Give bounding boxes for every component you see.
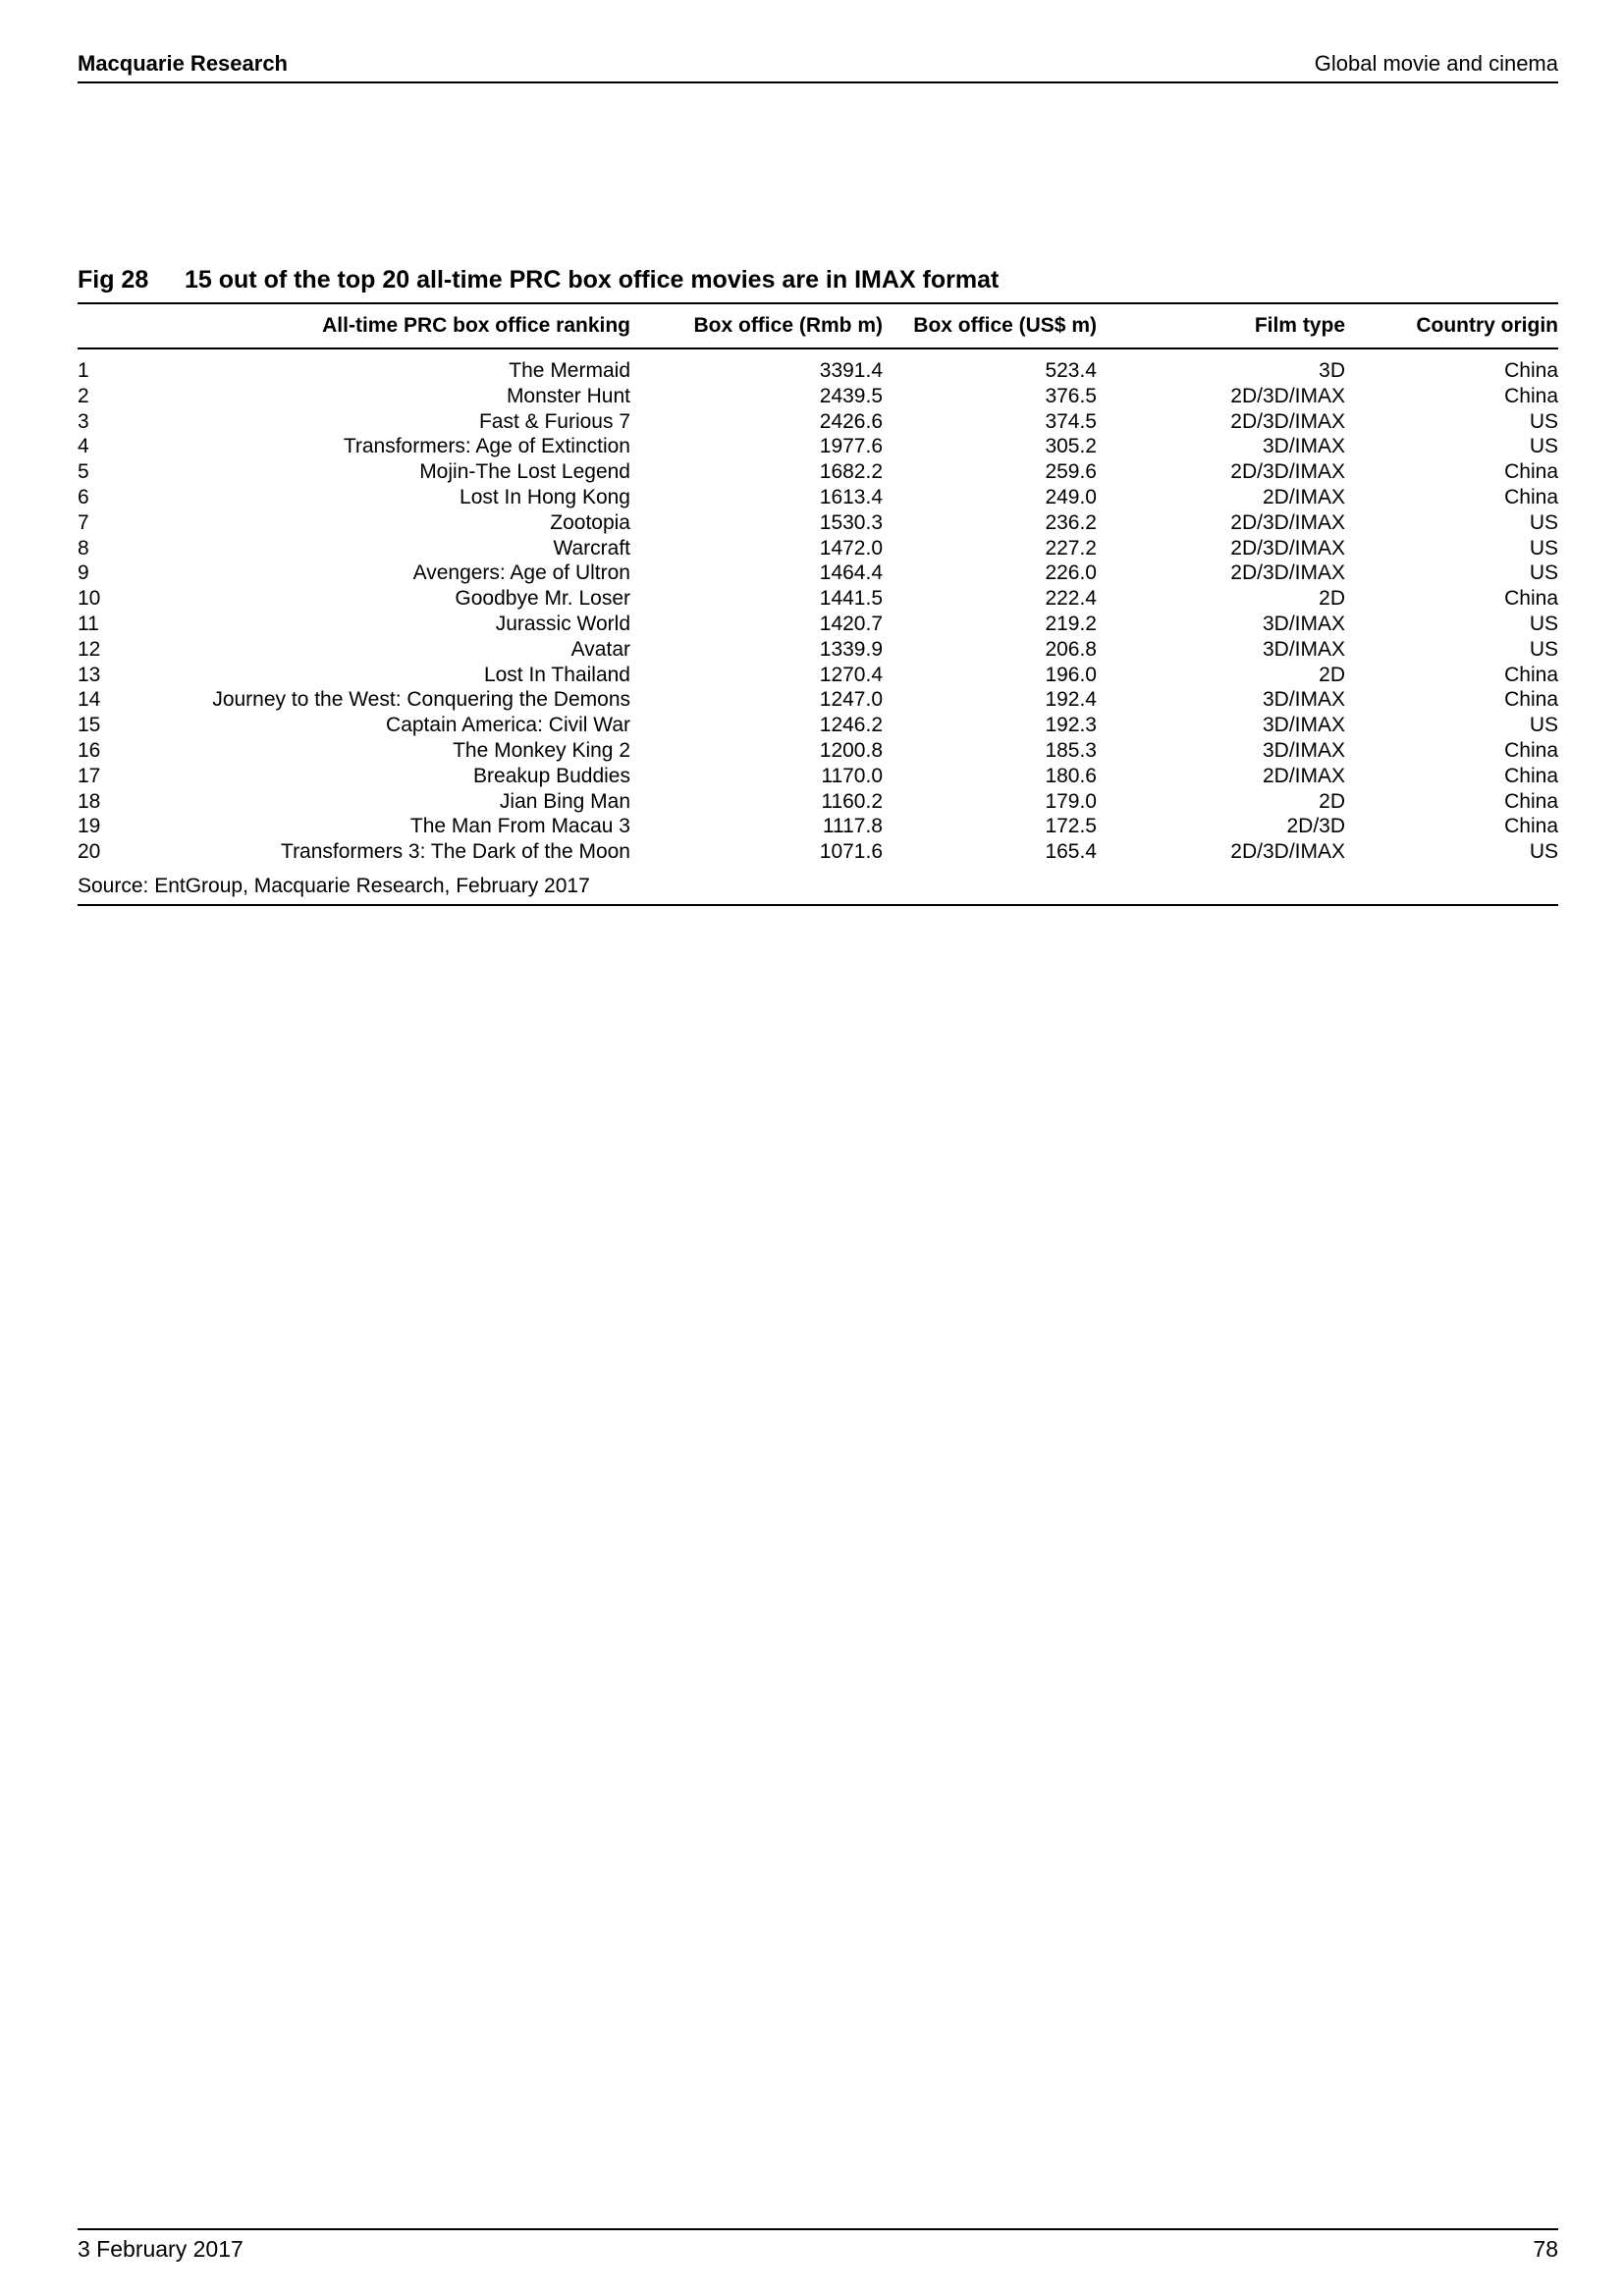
box-office-usd-cell: 192.3 <box>1045 714 1097 737</box>
country-origin-cell: US <box>1529 510 1558 534</box>
movie-title-cell: The Monkey King 2 <box>453 738 630 762</box>
box-office-rmb-cell: 1246.2 <box>819 714 883 737</box>
country-origin-cell: China <box>1504 688 1558 712</box>
country-origin-cell: US <box>1529 561 1558 585</box>
rank-cell: 5 <box>78 460 89 484</box>
box-office-table <box>78 302 1558 865</box>
table-row <box>78 348 1558 384</box>
rank-cell: 19 <box>78 815 101 838</box>
film-type-cell: 2D/3D/IMAX <box>1230 840 1345 864</box>
box-office-usd-cell: 179.0 <box>1045 789 1097 813</box>
table-row <box>78 536 1558 561</box>
rank-cell: 17 <box>78 764 101 787</box>
column-header-film-type: Film type <box>1254 314 1345 337</box>
column-header-country: Country origin <box>1416 314 1558 337</box>
box-office-rmb-cell: 1247.0 <box>819 688 883 712</box>
table-row <box>78 612 1558 637</box>
table-row <box>78 637 1558 663</box>
table-row <box>78 384 1558 409</box>
movie-title-cell: The Mermaid <box>509 359 630 382</box>
country-origin-cell: China <box>1504 789 1558 813</box>
rank-cell: 7 <box>78 510 89 534</box>
table-row <box>78 510 1558 536</box>
rank-cell: 8 <box>78 536 89 560</box>
box-office-usd-cell: 192.4 <box>1045 688 1097 712</box>
rank-cell: 14 <box>78 688 101 712</box>
figure-number: Fig 28 <box>78 266 149 294</box>
box-office-usd-cell: 374.5 <box>1045 409 1097 433</box>
movie-title-cell: The Man From Macau 3 <box>409 815 630 838</box>
box-office-rmb-cell: 1472.0 <box>819 536 883 560</box>
table-row <box>78 764 1558 789</box>
film-type-cell: 3D <box>1319 359 1345 382</box>
box-office-usd-cell: 222.4 <box>1045 587 1097 611</box>
table-row <box>78 663 1558 688</box>
publisher-name: Macquarie Research <box>78 51 288 76</box>
box-office-rmb-cell: 1160.2 <box>821 789 883 813</box>
country-origin-cell: China <box>1504 738 1558 762</box>
table-row <box>78 586 1558 612</box>
table-row <box>78 434 1558 459</box>
rank-cell: 16 <box>78 738 101 762</box>
box-office-usd-cell: 259.6 <box>1045 460 1097 484</box>
country-origin-cell: US <box>1529 409 1558 433</box>
movie-title-cell: Transformers 3: The Dark of the Moon <box>281 840 630 864</box>
country-origin-cell: China <box>1504 764 1558 787</box>
table-row <box>78 839 1558 865</box>
film-type-cell: 2D/3D/IMAX <box>1230 409 1345 433</box>
table-row <box>78 789 1558 815</box>
table-row <box>78 485 1558 510</box>
film-type-cell: 2D <box>1319 663 1345 686</box>
rank-cell: 13 <box>78 663 101 686</box>
movie-title-cell: Jian Bing Man <box>499 789 630 813</box>
box-office-rmb-cell: 1270.4 <box>819 663 883 686</box>
movie-title-cell: Goodbye Mr. Loser <box>455 587 630 611</box>
country-origin-cell: US <box>1529 612 1558 635</box>
country-origin-cell: China <box>1504 587 1558 611</box>
film-type-cell: 2D/3D/IMAX <box>1230 384 1345 407</box>
film-type-cell: 3D/IMAX <box>1262 435 1345 458</box>
table-body <box>78 348 1558 865</box>
movie-title-cell: Avengers: Age of Ultron <box>412 561 630 585</box>
movie-title-cell: Breakup Buddies <box>473 764 630 787</box>
film-type-cell: 2D/3D/IMAX <box>1230 561 1345 585</box>
film-type-cell: 2D/3D <box>1286 815 1345 838</box>
box-office-rmb-cell: 1339.9 <box>819 637 883 661</box>
box-office-rmb-cell: 1420.7 <box>819 612 883 635</box>
table-row <box>78 713 1558 738</box>
movie-title-cell: Transformers: Age of Extinction <box>343 435 630 458</box>
box-office-rmb-cell: 1464.4 <box>819 561 883 585</box>
rank-cell: 6 <box>78 485 89 508</box>
film-type-cell: 2D/3D/IMAX <box>1230 460 1345 484</box>
rank-cell: 1 <box>78 359 89 382</box>
figure-caption: 15 out of the top 20 all-time PRC box office movies are in IMAX format <box>185 266 1000 294</box>
box-office-usd-cell: 523.4 <box>1045 359 1097 382</box>
box-office-usd-cell: 196.0 <box>1045 663 1097 686</box>
movie-title-cell: Lost In Hong Kong <box>460 485 630 508</box>
table-row <box>78 561 1558 586</box>
rank-cell: 20 <box>78 840 101 864</box>
movie-title-cell: Lost In Thailand <box>483 663 630 686</box>
page-footer <box>78 2228 1558 2269</box>
publication-date: 3 February 2017 <box>78 2236 244 2262</box>
country-origin-cell: China <box>1504 815 1558 838</box>
rank-cell: 15 <box>78 714 101 737</box>
country-origin-cell: US <box>1529 536 1558 560</box>
rank-cell: 4 <box>78 435 89 458</box>
country-origin-cell: China <box>1504 663 1558 686</box>
country-origin-cell: China <box>1504 460 1558 484</box>
table-row <box>78 409 1558 435</box>
box-office-usd-cell: 305.2 <box>1045 435 1097 458</box>
box-office-usd-cell: 376.5 <box>1045 384 1097 407</box>
film-type-cell: 2D <box>1319 789 1345 813</box>
page-number: 78 <box>1533 2236 1558 2262</box>
table-row <box>78 814 1558 839</box>
box-office-rmb-cell: 3391.4 <box>819 359 883 382</box>
country-origin-cell: US <box>1529 840 1558 864</box>
box-office-usd-cell: 249.0 <box>1045 485 1097 508</box>
country-origin-cell: China <box>1504 485 1558 508</box>
table-row <box>78 738 1558 764</box>
column-header-rmb: Box office (Rmb m) <box>693 314 883 337</box>
country-origin-cell: China <box>1504 384 1558 407</box>
column-header-usd: Box office (US$ m) <box>913 314 1097 337</box>
country-origin-cell: US <box>1529 435 1558 458</box>
box-office-rmb-cell: 1613.4 <box>819 485 883 508</box>
page-header <box>78 49 1558 83</box>
box-office-table-container <box>78 302 1558 906</box>
box-office-rmb-cell: 1977.6 <box>819 435 883 458</box>
box-office-rmb-cell: 2426.6 <box>819 409 883 433</box>
rank-column-header <box>78 303 156 348</box>
rank-cell: 11 <box>78 612 99 635</box>
box-office-usd-cell: 185.3 <box>1045 738 1097 762</box>
rank-cell: 2 <box>78 384 89 407</box>
box-office-rmb-cell: 1170.0 <box>821 764 883 787</box>
column-header-ranking: All-time PRC box office ranking <box>322 314 630 337</box>
report-title: Global movie and cinema <box>1314 51 1558 76</box>
film-type-cell: 2D <box>1319 587 1345 611</box>
figure-title <box>78 266 1558 294</box>
movie-title-cell: Mojin-The Lost Legend <box>419 460 630 484</box>
country-origin-cell: US <box>1529 714 1558 737</box>
rank-cell: 18 <box>78 789 101 813</box>
box-office-usd-cell: 206.8 <box>1045 637 1097 661</box>
box-office-usd-cell: 172.5 <box>1045 815 1097 838</box>
movie-title-cell: Warcraft <box>553 536 630 560</box>
box-office-usd-cell: 226.0 <box>1045 561 1097 585</box>
movie-title-cell: Avatar <box>570 637 630 661</box>
box-office-rmb-cell: 1682.2 <box>819 460 883 484</box>
table-row <box>78 687 1558 713</box>
table-row <box>78 459 1558 485</box>
rank-cell: 9 <box>78 561 89 585</box>
film-type-cell: 2D/3D/IMAX <box>1230 536 1345 560</box>
box-office-rmb-cell: 1530.3 <box>819 510 883 534</box>
box-office-usd-cell: 180.6 <box>1045 764 1097 787</box>
film-type-cell: 2D/3D/IMAX <box>1230 510 1345 534</box>
box-office-rmb-cell: 2439.5 <box>819 384 883 407</box>
country-origin-cell: US <box>1529 637 1558 661</box>
country-origin-cell: China <box>1504 359 1558 382</box>
box-office-rmb-cell: 1071.6 <box>819 840 883 864</box>
movie-title-cell: Journey to the West: Conquering the Demons <box>212 688 630 712</box>
rank-cell: 12 <box>78 637 101 661</box>
box-office-usd-cell: 236.2 <box>1045 510 1097 534</box>
movie-title-cell: Zootopia <box>550 510 630 534</box>
movie-title-cell: Captain America: Civil War <box>386 714 630 737</box>
movie-title-cell: Jurassic World <box>495 612 630 635</box>
box-office-usd-cell: 219.2 <box>1045 612 1097 635</box>
box-office-rmb-cell: 1200.8 <box>819 738 883 762</box>
movie-title-cell: Monster Hunt <box>506 384 630 407</box>
movie-title-cell: Fast & Furious 7 <box>478 409 630 433</box>
source-note: Source: EntGroup, Macquarie Research, February 2017 <box>78 865 1558 906</box>
box-office-rmb-cell: 1117.8 <box>822 815 883 838</box>
rank-cell: 3 <box>78 409 89 433</box>
table-header-row <box>78 303 1558 348</box>
rank-cell: 10 <box>78 587 101 611</box>
film-type-cell: 2D/IMAX <box>1262 764 1345 787</box>
film-type-cell: 3D/IMAX <box>1262 688 1345 712</box>
film-type-cell: 3D/IMAX <box>1262 714 1345 737</box>
box-office-usd-cell: 165.4 <box>1045 840 1097 864</box>
film-type-cell: 3D/IMAX <box>1262 612 1345 635</box>
box-office-rmb-cell: 1441.5 <box>819 587 883 611</box>
film-type-cell: 3D/IMAX <box>1262 637 1345 661</box>
box-office-usd-cell: 227.2 <box>1045 536 1097 560</box>
film-type-cell: 3D/IMAX <box>1262 738 1345 762</box>
film-type-cell: 2D/IMAX <box>1262 485 1345 508</box>
